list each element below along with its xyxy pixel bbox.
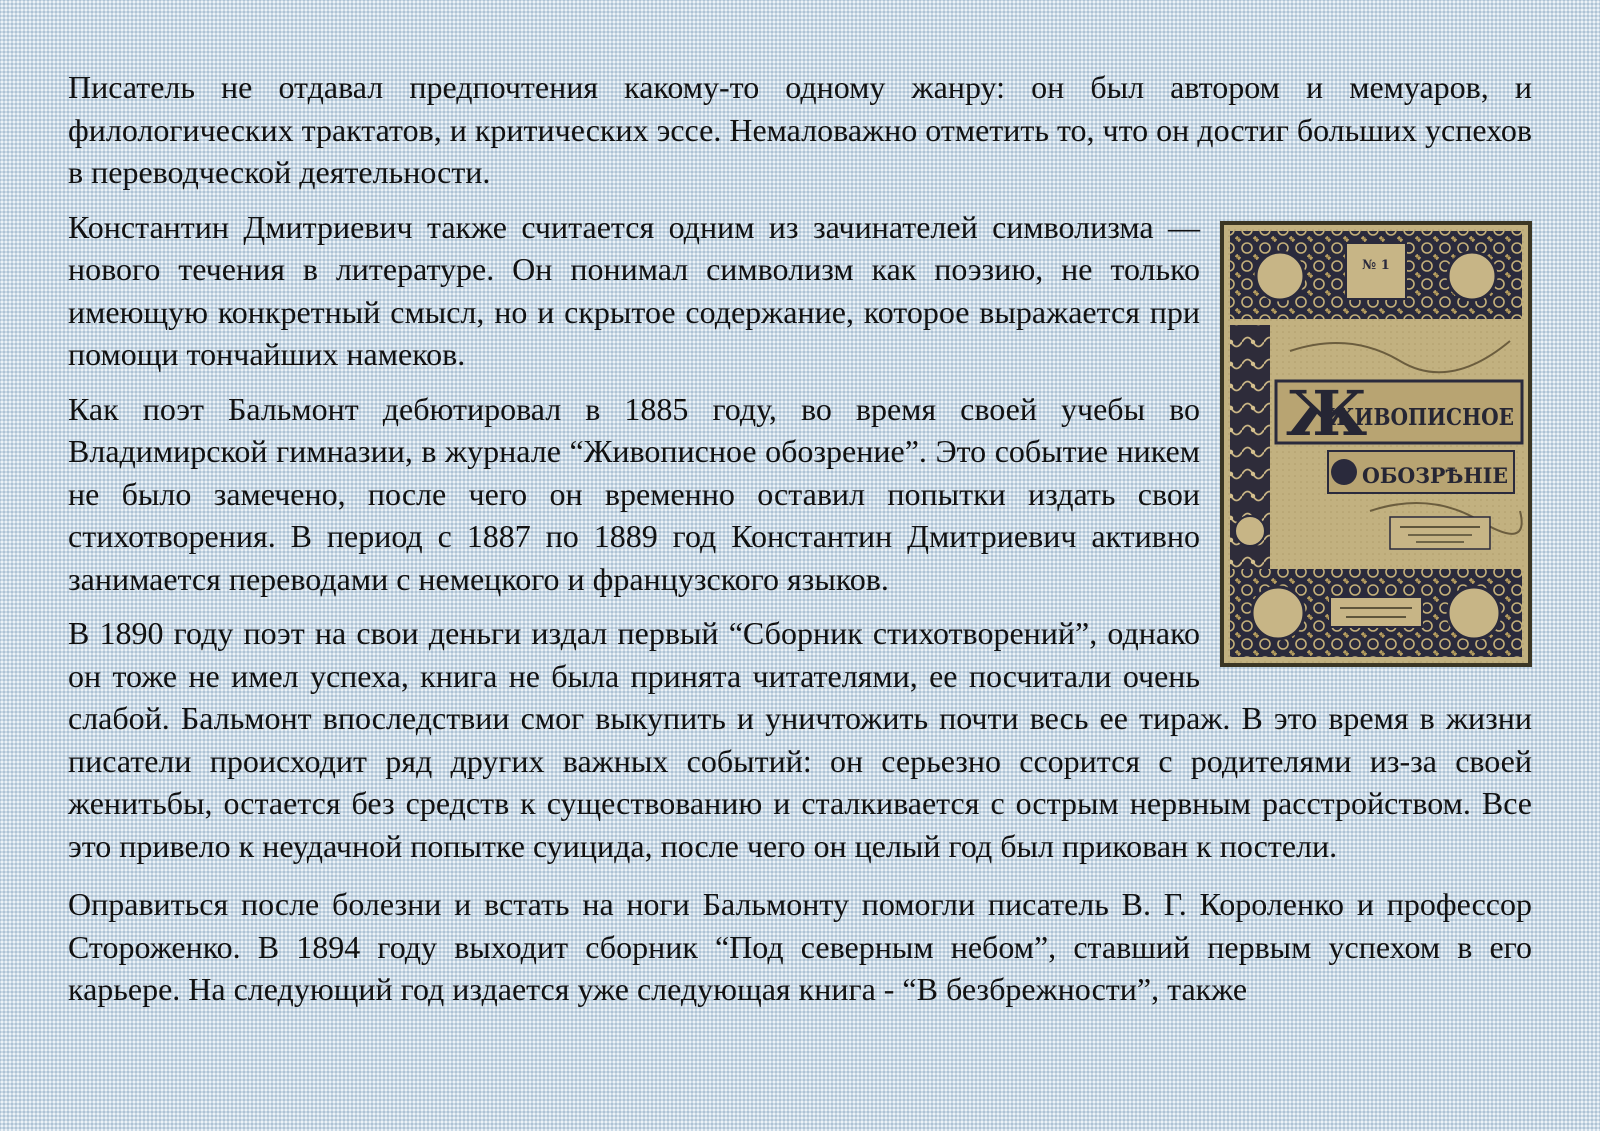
magazine-cover-image xyxy=(1220,221,1532,667)
cover-title-line2: ОБОЗРѢНІЕ xyxy=(1362,462,1508,488)
document-page xyxy=(68,66,1532,1023)
cover-title-line1: ЖИВОПИСНОЕ xyxy=(1328,403,1514,431)
cover-issue-label: № 1 xyxy=(1362,257,1390,273)
svg-text:Ж: Ж xyxy=(1286,376,1368,450)
paragraph-recovery: Оправиться после болезни и встать на ноги Бальмонту помогли писатель В. Г. Короленко и профессор Стороженко. В 1894 году выходит сборник “Под северным небом”, ставший первым успехом в его карьере. На следующий год издается уже следующая книга - “В безбрежности”, также xyxy=(68,886,1532,1007)
paragraph-first-collection: В 1890 году поэт на свои деньги издал первый “Сборник стихотворений”, однако он тоже не имел успеха, книга не была принята читателями, ее посчитали очень слабой. Бальмонт впоследствии смог выкупить и уничтожить почти весь ее тираж. В это время в жизни писатели происходит ряд других важных событий: он серьезно ссорится с родителями из-за своей женитьбы, остается без средств к существованию и сталкивается с острым нервным расстройством. Все это привело к неудачной попытке суицида, после чего он целый год был прикован к постели. xyxy=(68,615,1532,864)
paragraph-genres: Писатель не отдавал предпочтения какому-то одному жанру: он был автором и мемуаров, и филологических трактатов, и критических эссе. Немаловажно отметить то, что он достиг больших успехов в переводческой деятельности. xyxy=(68,69,1532,190)
paragraph-symbolism: Константин Дмитриевич также считается одним из зачинателей символизма — нового течения в литературе. Он понимал символизм как поэзию, не только имеющую конкретный смысл, но и скрытое содержание, которое выражается при помощи тончайших намеков. xyxy=(68,208,1200,372)
paragraph-debut: Как поэт Бальмонт дебютировал в 1885 году, во время своей учебы во Владимирской гимназии, в журнале “Живописное обозрение”. Это событие никем не было замечено, после чего он временно оставил попытки издать свои стихотворения. В период с 1887 по 1889 год Константин Дмитриевич активно занимается переводами с немецкого и французского языков. xyxy=(68,390,1200,597)
